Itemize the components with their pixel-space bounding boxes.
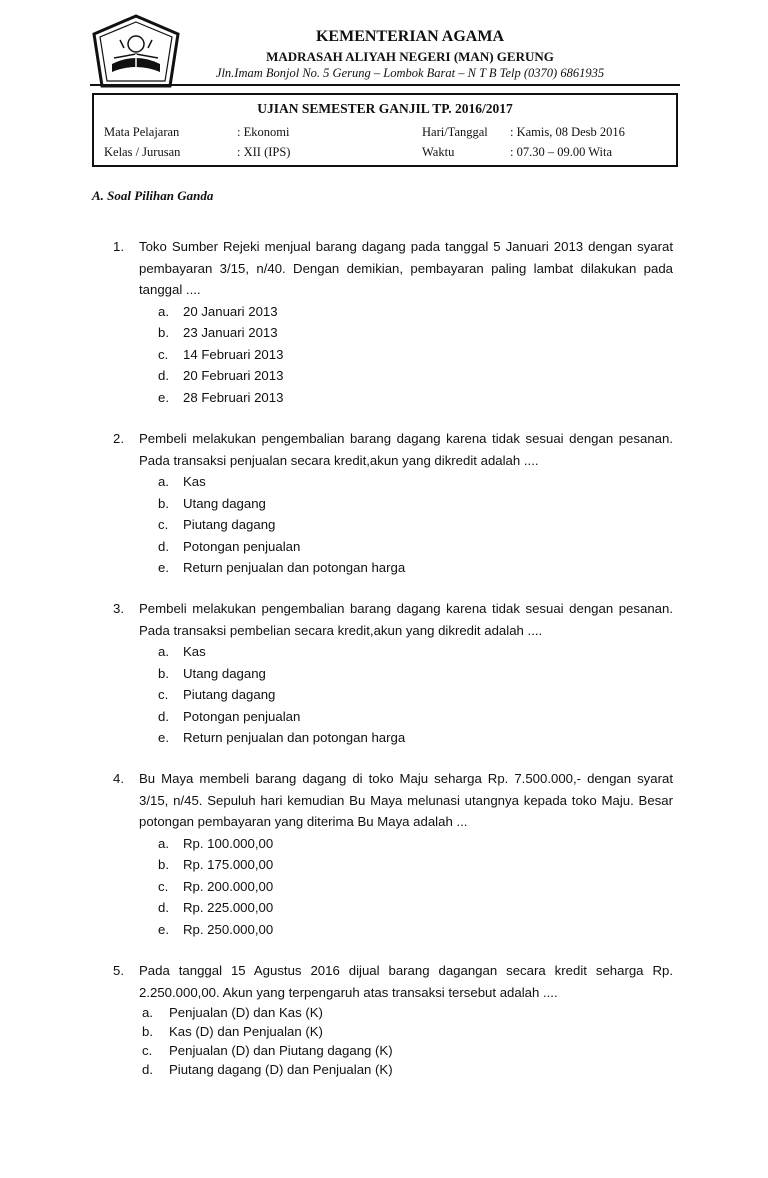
option-item: [113, 322, 673, 344]
question-text: Toko Sumber Rejeki menjual barang dagang pada tanggal 5 Januari 2013 dengan syarat pembayaran 3/15, n/40. Dengan demikian, pembayaran paling lambat dilakukan pada tanggal ....: [139, 239, 673, 297]
option-item: [113, 919, 673, 941]
option-item: [113, 365, 673, 387]
day-value: : Kamis, 08 Desb 2016: [510, 125, 625, 139]
option-letter: a.: [158, 835, 169, 851]
option-text: Kas (D) dan Penjualan (K): [169, 1024, 323, 1039]
options-list: [113, 301, 673, 409]
option-text: Kas: [183, 474, 206, 489]
class-label: Kelas / Jurusan: [104, 145, 181, 159]
option-item: [113, 663, 673, 685]
option-text: 20 Januari 2013: [183, 303, 278, 319]
question-text: Pada tanggal 15 Agustus 2016 dijual barang dagangan secara kredit seharga Rp. 2.250.000,00. Akun yang terpengaruh atas transaksi tersebut adalah ....: [139, 963, 673, 1000]
question-1: [113, 236, 673, 408]
ministry-title: KEMENTERIAN AGAMA: [315, 28, 504, 45]
time-value: : 07.30 – 09.00 Wita: [510, 145, 613, 159]
option-letter: b.: [142, 1024, 153, 1039]
option-text: Rp. 200.000,00: [183, 878, 274, 894]
option-item: [113, 557, 673, 579]
school-name: MADRASAH ALIYAH NEGERI (MAN) GERUNG: [266, 49, 554, 64]
option-item: [113, 897, 673, 919]
option-letter: a.: [158, 644, 169, 659]
option-letter: a.: [158, 474, 169, 489]
option-item: [113, 876, 673, 898]
option-text: Return penjualan dan potongan harga: [183, 560, 406, 575]
option-item: [113, 727, 673, 749]
options-list: [113, 641, 673, 749]
option-letter: b.: [158, 495, 169, 511]
option-item: [113, 301, 673, 323]
option-item: [113, 641, 673, 663]
option-letter: c.: [158, 687, 169, 702]
letterhead-divider: [90, 84, 680, 86]
option-text: Penjualan (D) dan Piutang dagang (K): [169, 1043, 393, 1058]
question-2: [113, 428, 673, 579]
option-item: [113, 344, 673, 366]
option-letter: c.: [158, 346, 169, 362]
option-letter: e.: [158, 921, 169, 937]
option-item: [113, 514, 673, 536]
option-item: [113, 1022, 673, 1041]
option-text: Piutang dagang (D) dan Penjualan (K): [169, 1062, 393, 1077]
option-letter: b.: [158, 665, 169, 681]
option-text: Piutang dagang: [183, 517, 276, 532]
exam-info-box: [92, 93, 678, 167]
school-address: Jln.Imam Bonjol No. 5 Gerung – Lombok Barat – N T B Telp (0370) 6861935: [215, 66, 605, 80]
option-item: [113, 706, 673, 728]
question-number: 3.: [113, 601, 124, 616]
option-letter: b.: [158, 857, 169, 872]
option-letter: a.: [142, 1005, 153, 1020]
question-text: Pembeli melakukan pengembalian barang dagang karena tidak sesuai dengan pesanan. Pada transaksi pembelian secara kredit,akun yang dikredit adalah ....: [139, 601, 673, 638]
options-list: [113, 833, 673, 941]
option-text: Utang dagang: [183, 495, 266, 511]
question-number: 1.: [113, 239, 124, 254]
option-text: Piutang dagang: [183, 687, 276, 702]
option-item: [113, 833, 673, 855]
option-letter: c.: [158, 517, 169, 532]
option-text: Rp. 225.000,00: [183, 900, 274, 915]
option-item: [113, 1041, 673, 1060]
option-text: Rp. 250.000,00: [183, 921, 274, 937]
option-letter: a.: [158, 303, 169, 319]
option-text: Rp. 175.000,00: [183, 857, 274, 872]
options-list: [113, 471, 673, 579]
ministry-emblem-icon: [90, 14, 182, 90]
option-text: 28 Februari 2013: [183, 389, 284, 405]
option-item: [113, 854, 673, 876]
question-text: Bu Maya membeli barang dagang di toko Maju seharga Rp. 7.500.000,- dengan syarat 3/15, n/45. Sepuluh hari kemudian Bu Maya melunasi utangnya kepada toko Maju. Besar potongan pembayaran yang diterima Bu Maya adalah ...: [139, 771, 673, 829]
option-text: Penjualan (D) dan Kas (K): [169, 1005, 323, 1020]
question-number: 2.: [113, 431, 124, 446]
option-text: Return penjualan dan potongan harga: [183, 730, 406, 745]
option-letter: b.: [158, 325, 169, 340]
time-label: Waktu: [422, 145, 455, 159]
option-letter: e.: [158, 730, 169, 745]
option-text: Kas: [183, 644, 206, 659]
exam-title: UJIAN SEMESTER GANJIL TP. 2016/2017: [257, 101, 513, 116]
subject-label: Mata Pelajaran: [104, 125, 180, 139]
option-text: 14 Februari 2013: [183, 346, 284, 362]
day-label: Hari/Tanggal: [422, 125, 488, 139]
question-3: [113, 598, 673, 749]
option-text: 20 Februari 2013: [183, 368, 284, 383]
question-number: 5.: [113, 963, 124, 978]
option-item: [113, 387, 673, 409]
question-text: Pembeli melakukan pengembalian barang dagang karena tidak sesuai dengan pesanan. Pada transaksi penjualan secara kredit,akun yang dikredit adalah ....: [139, 431, 673, 468]
option-letter: c.: [158, 878, 169, 894]
option-letter: d.: [158, 538, 169, 554]
option-letter: e.: [158, 389, 169, 405]
question-number: 4.: [113, 771, 124, 786]
option-item: [113, 1003, 673, 1022]
option-text: Potongan penjualan: [183, 708, 301, 724]
options-list: [113, 1003, 673, 1079]
option-text: Utang dagang: [183, 665, 266, 681]
question-4: [113, 768, 673, 940]
option-text: Rp. 100.000,00: [183, 835, 274, 851]
option-letter: e.: [158, 560, 169, 575]
option-item: [113, 536, 673, 558]
option-letter: d.: [142, 1062, 153, 1077]
option-item: [113, 1060, 673, 1079]
section-title: A. Soal Pilihan Ganda: [92, 188, 214, 203]
option-letter: d.: [158, 708, 169, 724]
option-text: 23 Januari 2013: [183, 325, 278, 340]
class-value: : XII (IPS): [237, 145, 291, 159]
question-5: [113, 960, 673, 1079]
option-letter: c.: [142, 1043, 153, 1058]
option-item: [113, 493, 673, 515]
option-letter: d.: [158, 368, 169, 383]
option-text: Potongan penjualan: [183, 538, 301, 554]
option-item: [113, 471, 673, 493]
option-letter: d.: [158, 900, 169, 915]
subject-value: : Ekonomi: [237, 125, 290, 139]
option-item: [113, 684, 673, 706]
